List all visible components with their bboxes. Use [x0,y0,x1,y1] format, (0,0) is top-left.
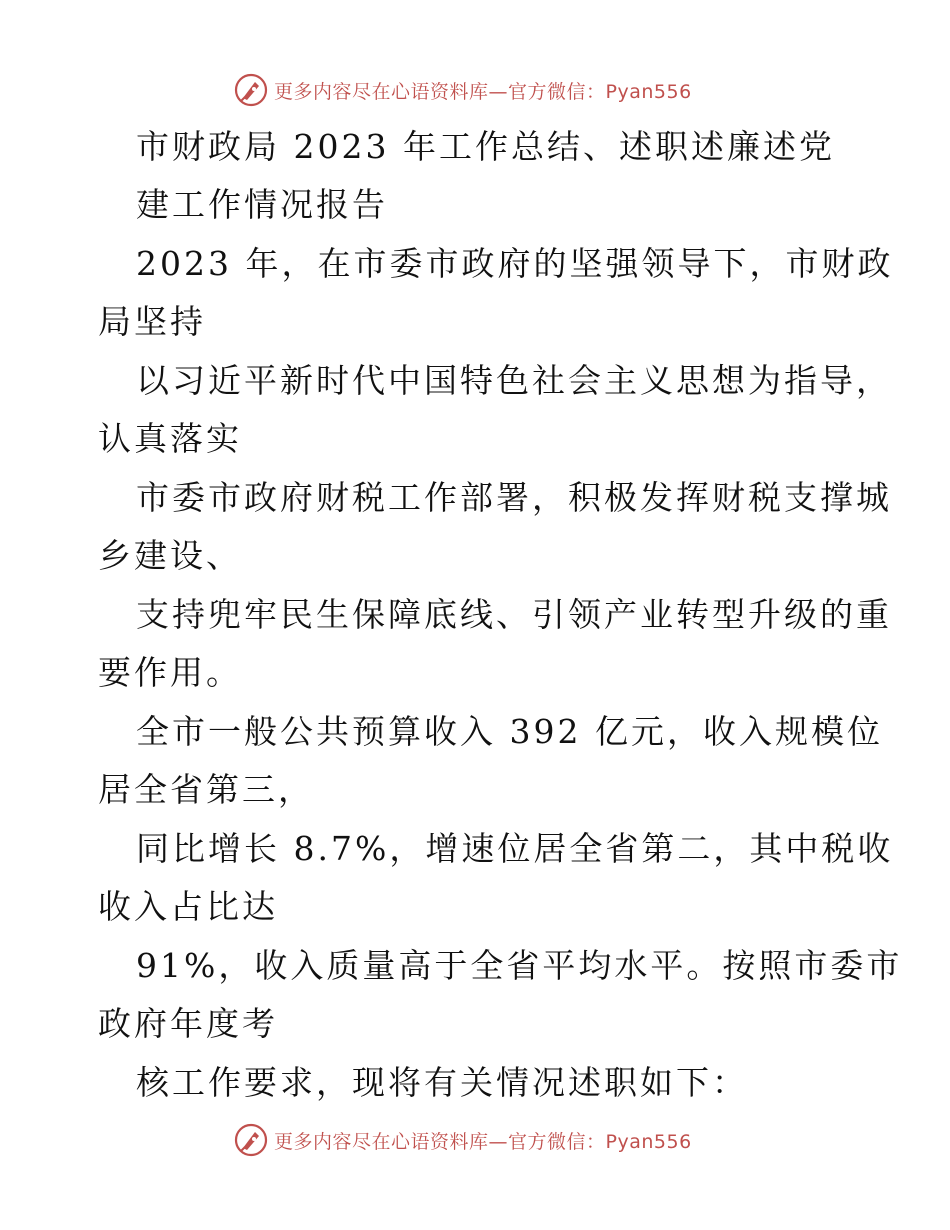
paragraph-line: 以习近平新时代中国特色社会主义思想为指导， [136,361,892,400]
title-line-2: 建工作情况报告 [136,185,388,224]
paragraph-line: 政府年度考 [98,1004,278,1043]
paragraph-line: 同比增长 8.7%，增速位居全省第二，其中税收 [136,829,894,868]
paragraph-line: 91%，收入质量高于全省平均水平。按照市委市 [136,946,903,985]
paragraph-line: 支持兜牢民生保障底线、引领产业转型升级的重 [136,595,892,634]
footer-banner-text: 更多内容尽在心语资料库—官方微信：Pyan556 [274,1130,692,1153]
paragraph-line: 核工作要求，现将有关情况述职如下： [136,1063,748,1102]
paragraph-line: 局坚持 [98,302,206,341]
header-banner [234,70,692,110]
paragraph-line: 乡建设、 [98,536,242,575]
footer-banner [234,1120,692,1160]
paragraph-line: 认真落实 [98,419,242,458]
paragraph-line: 市委市政府财税工作部署，积极发挥财税支撑城 [136,478,892,517]
paragraph-line: 居全省第三， [98,770,314,809]
paragraph-line: 要作用。 [98,653,242,692]
pen-nib-logo-icon [234,1123,268,1157]
title-line-1: 市财政局 2023 年工作总结、述职述廉述党 [136,127,835,166]
paragraph-line: 收入占比达 [98,887,278,926]
pen-nib-logo-icon [234,73,268,107]
paragraph-line: 全市一般公共预算收入 392 亿元，收入规模位 [136,712,883,751]
header-banner-text: 更多内容尽在心语资料库—官方微信：Pyan556 [274,80,692,103]
paragraph-line: 2023 年，在市委市政府的坚强领导下，市财政 [136,244,894,283]
